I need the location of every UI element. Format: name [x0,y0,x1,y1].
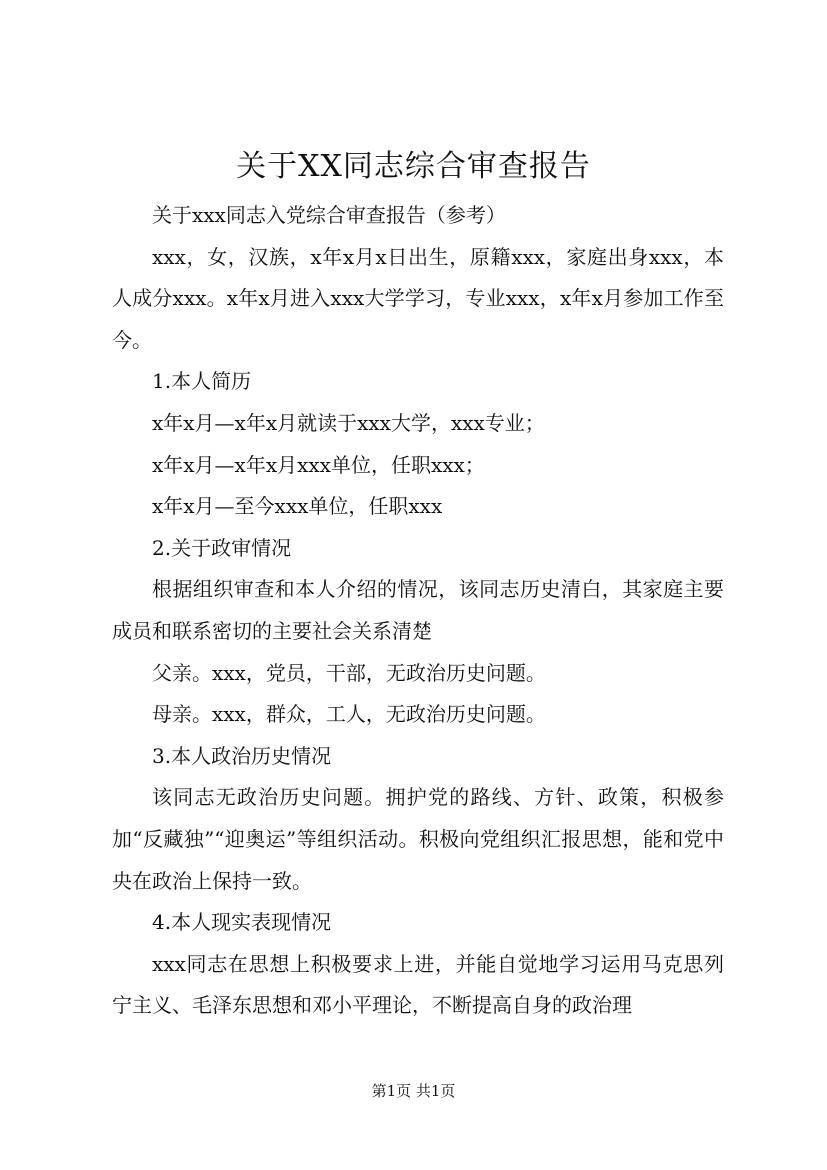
section-heading-political-history: 3.本人政治历史情况 [152,743,332,768]
paragraph-review-summary: 根据组织审查和本人介绍的情况，该同志历史清白，其家庭主要成员和联系密切的主要社会关系清楚 [112,577,724,643]
page-footer: 第1页 共1页 [371,1082,456,1100]
paragraph-father: 父亲。xxx，党员，干部，无政治历史问题。 [152,660,546,685]
document-body [112,195,724,1027]
section-heading-current-performance: 4.本人现实表现情况 [152,910,332,935]
paragraph-mother: 母亲。xxx，群众，工人，无政治历史问题。 [152,702,546,727]
resume-item-education: x年x月—x年x月就读于xxx大学，xxx专业； [152,410,545,435]
section-heading-resume: 1.本人简历 [152,369,252,394]
document-title: 关于XX同志综合审查报告 [236,149,591,184]
resume-item-job-2: x年x月—至今xxx单位，任职xxx [152,494,443,519]
resume-item-job-1: x年x月—x年x月xxx单位，任职xxx； [152,452,485,477]
paragraph-subtitle: 关于xxx同志入党综合审查报告（参考） [152,203,506,227]
paragraph-political-history: 该同志无政治历史问题。拥护党的路线、方针、政策，积极参加“反藏独”“迎奥运”等组织活动。积极向党组织汇报思想，能和党中央在政治上保持一致。 [112,785,724,893]
paragraph-basic-info: xxx，女，汉族，x年x月x日出生，原籍xxx，家庭出身xxx，本人成分xxx。x年x月进入xxx大学学习，专业xxx，x年x月参加工作至今。 [112,244,724,352]
paragraph-current-performance: xxx同志在思想上积极要求上进，并能自觉地学习运用马克思列宁主义、毛泽东思想和邓小平理论，不断提高自身的政治理 [112,951,724,1018]
section-heading-political-review: 2.关于政审情况 [152,535,292,560]
